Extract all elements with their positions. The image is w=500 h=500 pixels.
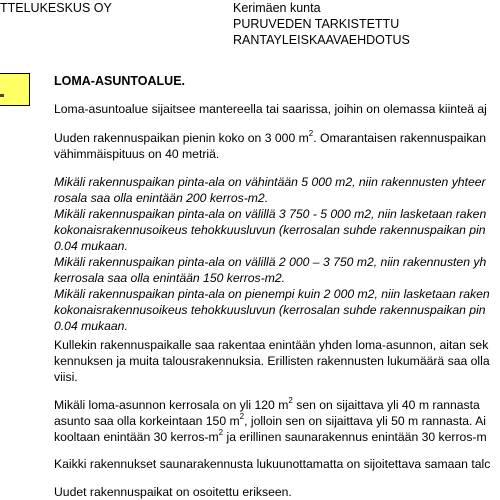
legend-color-swatch (0, 73, 30, 106)
header-plan-title-1: PURUVEDEN TARKISTETTU (233, 17, 400, 31)
paragraph-min-size: Uuden rakennuspaikan pienin koko on 3 000 $m^2$. Omarantaisen rakennuspaikan (54, 128, 486, 145)
italic-line: Mikäli rakennuspaikan pinta-ala on vähintään 5 000 m2, niin rakennusten yhteer (54, 175, 486, 189)
italic-line: rosala saa olla enintään 200 kerros-m2. (54, 191, 269, 205)
paragraph-buildings-line3: viisi. (54, 370, 78, 384)
paragraph-location: Loma-asuntoalue sijaitsee mantereella tai saarissa, joihin on olemassa kiinteä aj (54, 102, 487, 116)
paragraph-buildings: Kullekin rakennuspaikalle saa rakentaa enintään yhden loma-asunnon, aitan sek (54, 338, 489, 352)
italic-line: Mikäli rakennuspaikan pinta-ala on pienempi kuin 2 000 m2, niin lasketaan raken (54, 287, 490, 301)
italic-line: kokonaisrakennusoikeus tehokkuusluvun (kerrosalan suhde rakennuspaikan pin (54, 303, 486, 317)
italic-line: kerrosala saa olla enintään 150 kerros-m2. (54, 271, 286, 285)
legend-swatch-mark (0, 94, 4, 97)
italic-line: Mikäli rakennuspaikan pinta-ala on välillä 2 000 – 3 750 m2, niin rakennusten yh (54, 255, 487, 269)
header-company: TTELUKESKUS OY (0, 1, 112, 15)
paragraph-same-lot: Kaikki rakennukset saunarakennusta lukuunottamatta on sijoitettava samaan talc (54, 457, 491, 471)
italic-line: Mikäli rakennuspaikan pinta-ala on välillä 3 750 - 5 000 m2, niin lasketaan raken (54, 207, 487, 221)
paragraph-min-size-line2: vähimmäispituus on 40 metriä. (54, 147, 220, 161)
paragraph-new-lots: Uudet rakennuspaikat on osoitettu erikseen. (54, 485, 292, 499)
header-plan-title-2: RANTAYLEISKAAVAEHDOTUS (233, 33, 410, 47)
header-municipality: Kerimäen kunta (233, 1, 321, 15)
italic-line: kokonaisrakennusoikeus tehokkuusluvun (kerrosalan suhde rakennuspaikan pin (54, 223, 486, 237)
paragraph-floor-area-line3: kooltaan enintään 30 kerros-$m^2$ ja erillinen saunarakennus enintään 30 kerros-m (54, 427, 487, 444)
paragraph-floor-area: Mikäli loma-asunnon kerrosala on yli 120 $m^2$ sen on sijaittava yli 40 m rannasta (54, 395, 480, 412)
section-title: LOMA-ASUNTOALUE. (54, 74, 186, 88)
paragraph-floor-area-line2: asunto saa olla korkeintaan 150 $m^2$, jolloin sen on sijaittava yli 50 m rannasta. Ai (54, 411, 486, 428)
italic-line: 0.04 mukaan. (54, 319, 128, 333)
paragraph-buildings-line2: kennuksen ja muita talousrakennuksia. Erillisten rakennusten lukumäärä saa olla (54, 354, 490, 368)
italic-line: 0.04 mukaan. (54, 239, 128, 253)
